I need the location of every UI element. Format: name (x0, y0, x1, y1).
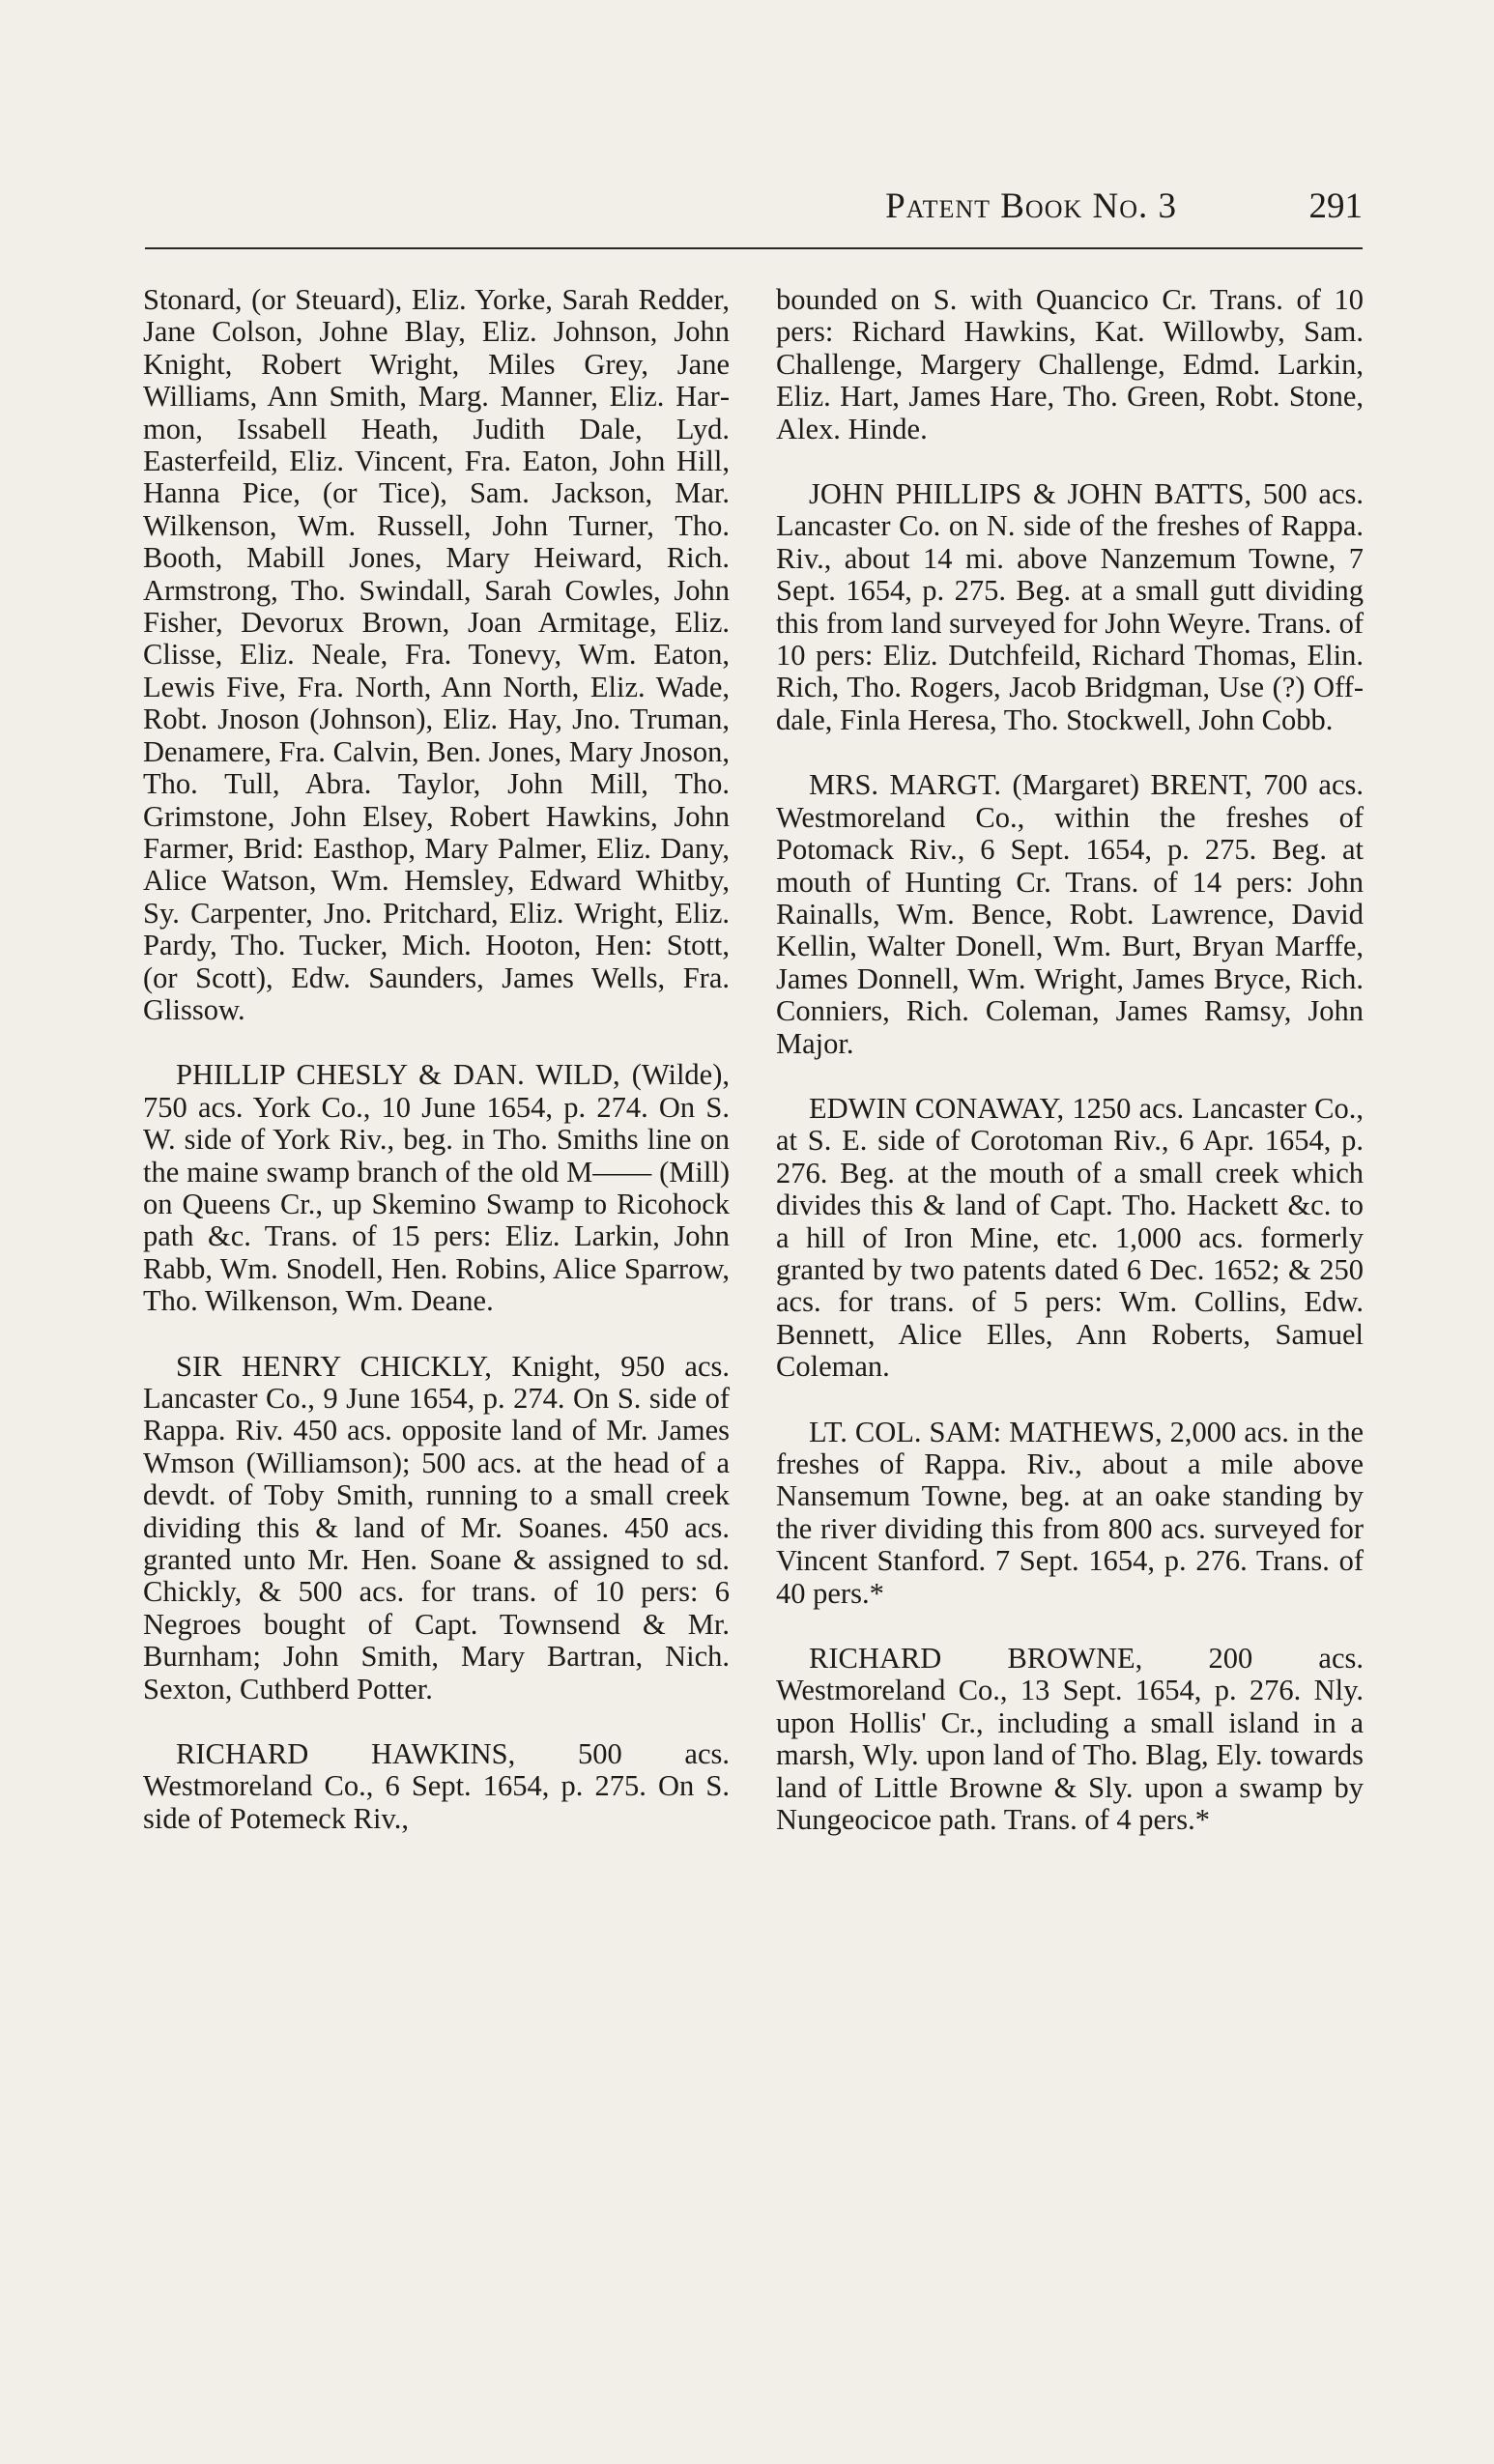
patent-entry: Stonard, (or Steuard), Eliz. Yorke, Sarah Redder, Jane Colson, Johne Blay, Eliz. Johnson, John Knight, Robert Wright, Miles Grey, Jane Williams, Ann Smith, Marg. Manner, Eliz. Harmon, Issabell Heath, Judith Dale, Lyd. Easterfeild, Eliz. Vincent, Fra. Eaton, John Hill, Hanna Pice, (or Tice), Sam. Jackson, Mar. Wilkenson, Wm. Russell, John Turner, Tho. Booth, Mabill Jones, Mary Heiward, Rich. Armstrong, Tho. Swindall, Sarah Cowles, John Fisher, Devorux Brown, Joan Armitage, Eliz. Clisse, Eliz. Neale, Fra. Tonevy, Wm. Eaton, Lewis Five, Fra. North, Ann North, Eliz. Wade, Robt. Jnoson (Johnson), Eliz. Hay, Jno. Truman, Denamere, Fra. Calvin, Ben. Jones, Mary Jnoson, Tho. Tull, Abra. Taylor, John Mill, Tho. Grimstone, John Elsey, Robert Hawkins, John Farmer, Brid: Easthop, Mary Palmer, Eliz. Dany, Alice Watson, Wm. Hemsley, Edward Whitby, Sy. Carpenter, Jno. Pritchard, Eliz. Wright, Eliz. Pardy, Tho. Tucker, Mich. Hooton, Hen: Stott, (or Scott), Edw. Saunders, James Wells, Fra. Glissow. (143, 283, 730, 1026)
page-number: 291 (1308, 186, 1363, 226)
patent-entry: MRS. MARGT. (Margaret) BRENT, 700 acs. Westmoreland Co., within the freshes of Potomack Riv., 6 Sept. 1654, p. 275. Beg. at mouth of Hunting Cr. Trans. of 14 pers: John Rainalls, Wm. Bence, Robt. Lawrence, David Kellin, Walter Donell, Wm. Burt, Bryan Marffe, James Donnell, Wm. Wright, James Bryce, Rich. Conniers, Rich. Coleman, James Ramsy, John Major. (776, 768, 1364, 1060)
patent-entry: bounded on S. with Quancico Cr. Trans. of 10 pers: Richard Hawkins, Kat. Willowby, Sam. Challenge, Margery Challenge, Edmd. Larkin, Eliz. Hart, James Hare, Tho. Green, Robt. Stone, Alex. Hinde. (776, 283, 1364, 445)
patent-entry: RICHARD HAWKINS, 500 acs. Westmoreland Co., 6 Sept. 1654, p. 275. On S. side of Potemeck Riv., (143, 1737, 730, 1835)
patent-entry: RICHARD BROWNE, 200 acs. Westmoreland Co., 13 Sept. 1654, p. 276. Nly. upon Hollis' Cr., including a small island in a marsh, Wly. upon land of Tho. Blag, Ely. towards land of Little Browne & Sly. upon a swamp by Nungeocicoe path. Trans. of 4 pers.* (776, 1642, 1364, 1837)
right-column (776, 284, 1364, 1869)
patent-entry: LT. COL. SAM: MATHEWS, 2,000 acs. in the freshes of Rappa. Riv., about a mile above Nansemum Towne, beg. at an oake standing by the river dividing this from 800 acs. surveyed for Vincent Stanford. 7 Sept. 1654, p. 276. Trans. of 40 pers.* (776, 1415, 1364, 1610)
patent-entry: JOHN PHILLIPS & JOHN BATTS, 500 acs. Lancaster Co. on N. side of the freshes of Rappa. Riv., about 14 mi. above Nanzemum Towne, 7 Sept. 1654, p. 275. Beg. at a small gutt dividing this from land surveyed for John Weyre. Trans. of 10 pers: Eliz. Dutchfeild, Richard Thomas, Elin. Rich, Tho. Rogers, Jacob Bridgman, Use (?) Offdale, Finla Heresa, Tho. Stockwell, John Cobb. (776, 477, 1364, 736)
patent-entry: SIR HENRY CHICKLY, Knight, 950 acs. Lancaster Co., 9 June 1654, p. 274. On S. side of Rappa. Riv. 450 acs. opposite land of Mr. James Wmson (Williamson); 500 acs. at the head of a devdt. of Toby Smith, running to a small creek dividing this & land of Mr. Soanes. 450 acs. granted unto Mr. Hen. Soane & assigned to sd. Chickly, & 500 acs. for trans. of 10 pers: 6 Negroes bought of Capt. Townsend & Mr. Burnham; John Smith, Mary Bartran, Nich. Sexton, Cuthberd Potter. (143, 1349, 730, 1705)
patent-entry: PHILLIP CHESLY & DAN. WILD, (Wilde), 750 acs. York Co., 10 June 1654, p. 274. On S. W. side of York Riv., beg. in Tho. Smiths line on the maine swamp branch of the old M—— (Mill) on Queens Cr., up Skemino Swamp to Ricohock path &c. Trans. of 15 pers: Eliz. Larkin, John Rabb, Wm. Snodell, Hen. Robins, Alice Sparrow, Tho. Wilkenson, Wm. Deane. (143, 1058, 730, 1318)
running-title: Patent Book No. 3 (885, 186, 1177, 226)
running-head (145, 186, 1363, 234)
patent-entry: EDWIN CONAWAY, 1250 acs. Lancaster Co., at S. E. side of Corotoman Riv., 6 Apr. 1654, p. 276. Beg. at the mouth of a small creek which divides this & land of Capt. Tho. Hackett &c. to a hill of Iron Mine, etc. 1,000 acs. formerly granted by two patents dated 6 Dec. 1652; & 250 acs. for trans. of 5 pers: Wm. Collins, Edw. Bennett, Alice Elles, Ann Roberts, Samuel Coleman. (776, 1091, 1364, 1384)
left-column (143, 284, 730, 1868)
header-rule (145, 247, 1363, 249)
